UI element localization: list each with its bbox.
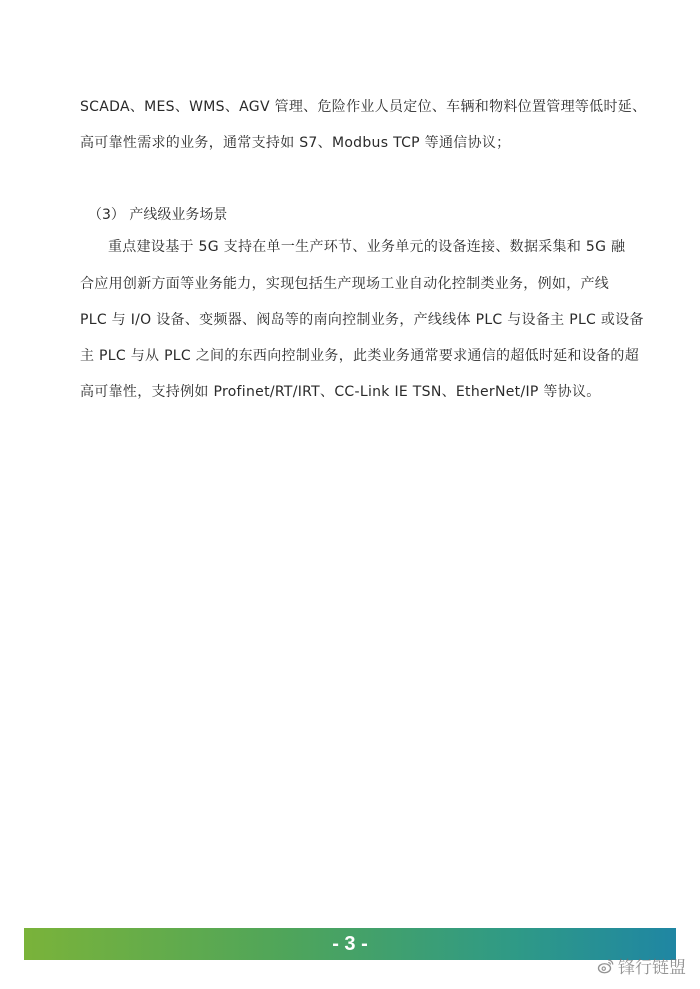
paragraph-2-line-5: 高可靠性，支持例如 Profinet/RT/IRT、CC-Link IE TSN、EtherNet/IP 等协议。	[80, 384, 601, 400]
watermark	[597, 953, 686, 978]
paragraph-2-line-3: PLC 与 I/O 设备、变频器、阀岛等的南向控制业务，产线线体 PLC 与设备主 PLC 或设备	[80, 312, 644, 328]
paragraph-2-line-4: 主 PLC 与从 PLC 之间的东西向控制业务，此类业务通常要求通信的超低时延和设备的超	[80, 348, 640, 364]
paragraph-1-line-1: SCADA、MES、WMS、AGV 管理、危险作业人员定位、车辆和物料位置管理等低时延、	[80, 99, 647, 115]
paragraph-2-line-2: 合应用创新方面等业务能力，实现包括生产现场工业自动化控制类业务，例如，产线	[80, 276, 610, 292]
section-heading: （3） 产线级业务场景	[88, 207, 228, 223]
page-number: - 3 -	[332, 933, 368, 955]
footer-bar	[24, 928, 676, 960]
paragraph-2-line-1: 重点建设基于 5G 支持在单一生产环节、业务单元的设备连接、数据采集和 5G 融	[108, 239, 626, 255]
watermark-text: 锋行链盟	[618, 958, 686, 978]
paragraph-1-line-2: 高可靠性需求的业务，通常支持如 S7、Modbus TCP 等通信协议；	[80, 135, 511, 151]
weibo-icon	[597, 957, 615, 975]
